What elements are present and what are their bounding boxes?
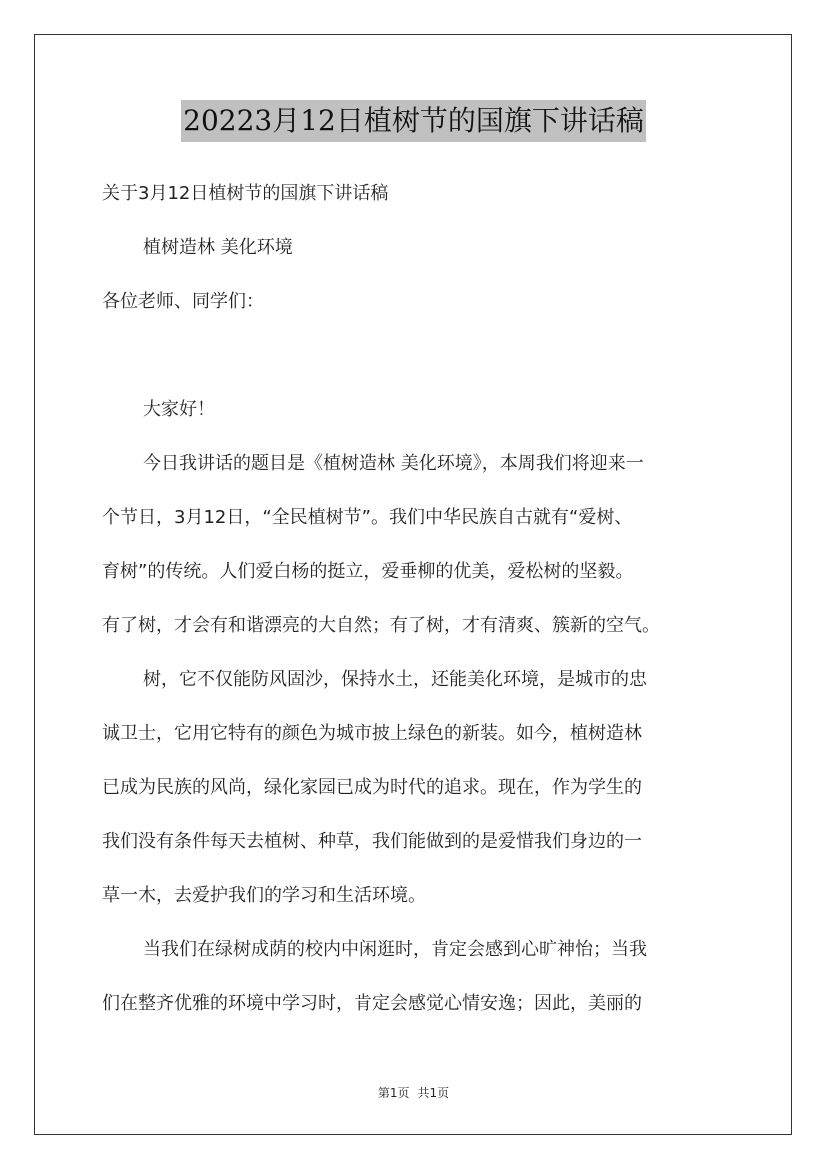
salutation: 各位老师、同学们：	[102, 291, 264, 312]
paragraph-line: 草一木，去爱护我们的学习和生活环境。	[102, 885, 426, 906]
paragraph-line: 已成为民族的风尚，绿化家园已成为时代的追求。现在，作为学生的	[102, 777, 642, 798]
paragraph-line: 我们没有条件每天去植树、种草，我们能做到的是爱惜我们身边的一	[102, 831, 642, 852]
page-total: 共1页	[417, 1086, 450, 1100]
title-wrap	[0, 100, 827, 142]
document-theme: 植树造林 美化环境	[143, 237, 293, 258]
page-number: 第1页	[377, 1086, 410, 1100]
document-subtitle: 关于3月12日植树节的国旗下讲话稿	[102, 183, 389, 204]
paragraph-line: 们在整齐优雅的环境中学习时，肯定会感觉心情安逸；因此，美丽的	[102, 993, 642, 1014]
paragraph-line: 当我们在绿树成荫的校内中闲逛时，肯定会感到心旷神怡；当我	[143, 939, 647, 960]
greeting: 大家好！	[143, 399, 215, 420]
paragraph-line: 诚卫士，它用它特有的颜色为城市披上绿色的新装。如今，植树造林	[102, 723, 642, 744]
paragraph-line: 个节日，3月12日，“全民植树节”。我们中华民族自古就有“爱树、	[102, 507, 633, 528]
document-title: 20223月12日植树节的国旗下讲话稿	[181, 100, 646, 142]
page-footer	[0, 1084, 827, 1101]
paragraph-line: 树，它不仅能防风固沙，保持水土，还能美化环境，是城市的忠	[143, 669, 647, 690]
paragraph-line: 今日我讲话的题目是《植树造林 美化环境》，本周我们将迎来一	[143, 453, 644, 474]
paragraph-line: 育树”的传统。人们爱白杨的挺立，爱垂柳的优美，爱松树的坚毅。	[102, 561, 634, 582]
paragraph-line: 有了树，才会有和谐漂亮的大自然；有了树，才有清爽、簇新的空气。	[102, 615, 660, 636]
